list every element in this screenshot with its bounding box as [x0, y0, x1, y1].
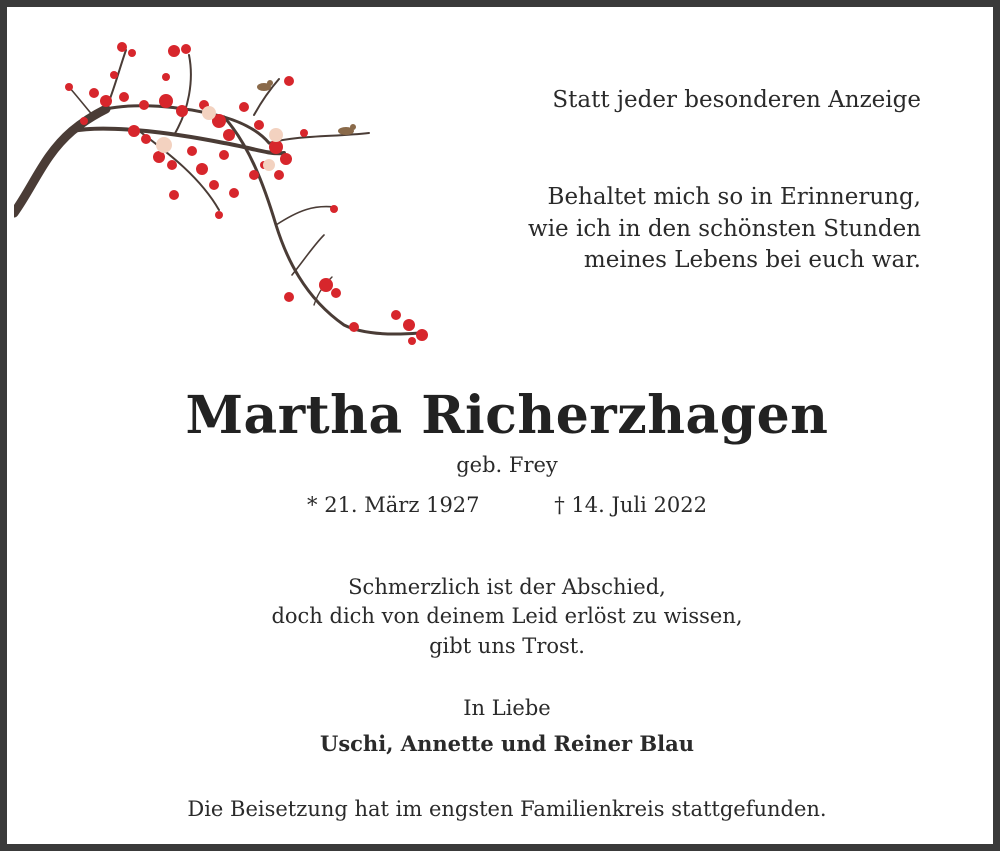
header-note: Statt jeder besonderen Anzeige: [552, 87, 921, 113]
footer-note: Die Beisetzung hat im engsten Familienkreis stattgefunden.: [187, 797, 827, 821]
closing-salutation: In Liebe: [463, 696, 551, 720]
quote-line: Schmerzlich ist der Abschied,: [348, 575, 666, 599]
poem-line: Behaltet mich so in Erinnerung,: [547, 184, 921, 210]
poem-line: meines Lebens bei euch war.: [583, 247, 921, 273]
quote-line: gibt uns Trost.: [429, 633, 585, 658]
branch-strokes: [14, 50, 419, 334]
life-dates: [7, 493, 1000, 517]
poem: [528, 182, 921, 277]
birth-date: * 21. März 1927: [307, 493, 480, 517]
deceased-name: Martha Richerzhagen: [185, 385, 829, 446]
closing: [7, 691, 1000, 762]
poem-line: wie ich in den schönsten Stunden: [528, 215, 921, 242]
blossom-branch-icon: [14, 35, 444, 355]
maiden-name: geb. Frey: [456, 453, 558, 477]
closing-signers: Uschi, Annette und Reiner Blau: [320, 731, 694, 757]
quote: [7, 573, 1000, 661]
quote-line: doch dich von deinem Leid erlöst zu wissen,: [271, 604, 743, 629]
death-date: † 14. Juli 2022: [554, 493, 707, 517]
blossoms: [65, 42, 428, 345]
